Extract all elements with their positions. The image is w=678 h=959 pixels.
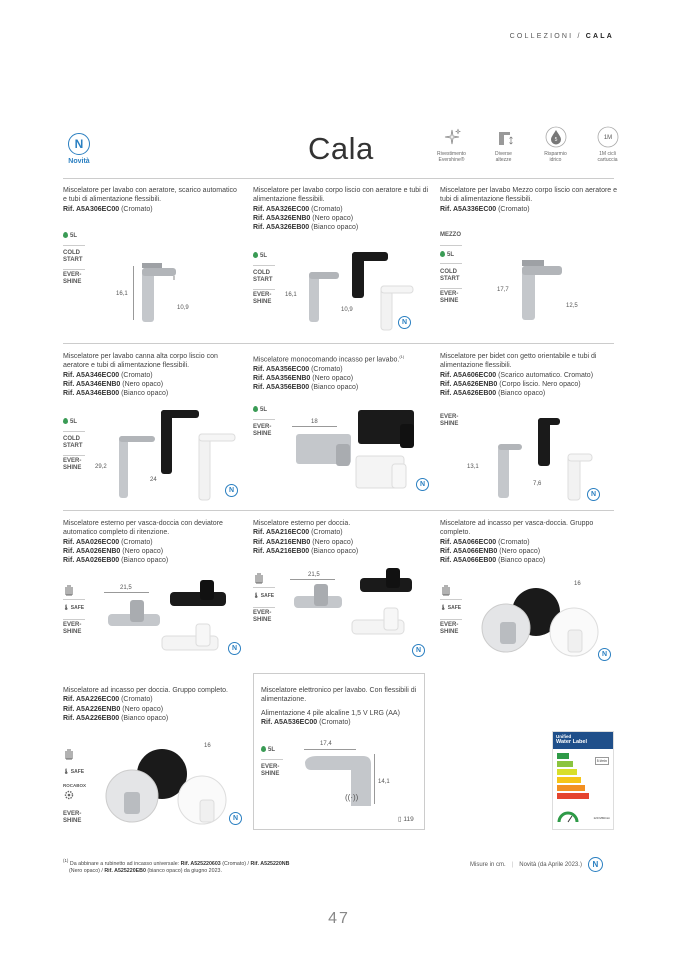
novita-label: Novità — [68, 158, 90, 165]
symbols-col: 🌡 SAFE EVER- SHINE — [440, 582, 470, 636]
product-A5A326: Miscelatore per lavabo corpo liscio con aeratore e tubi di alimentazione flessibili. Rif. A5A326EC00 (Cromato) Rif. A5A326ENB0 (Nero opaco) Rif. A5A326EB00 (Bianco opaco) — [253, 187, 429, 232]
product-A5A066: Miscelatore ad incasso per vasca-doccia. Gruppo completo. Rif. A5A066EC00 (Cromato) Rif. A5A066ENB0 (Nero opaco) Rif. A5A066EB00 (Bianco opaco) — [440, 520, 594, 565]
faucet-image-set — [115, 406, 240, 502]
new-icon: N — [228, 642, 241, 655]
symbols-col: 5L EVER- SHINE — [253, 406, 283, 438]
drop-icon — [63, 232, 68, 238]
new-icon: N — [588, 857, 603, 872]
product-A5A346: Miscelatore per lavabo canna alta corpo liscio con aeratore e tubi di alimentazione flessibili. Rif. A5A346EC00 (Cromato) Rif. A5A346ENB0 (Nero opaco) Rif. A5A346EB00 (Bianco opaco) — [63, 353, 218, 398]
product-A5A026: Miscelatore esterno per vasca-doccia con deviatore automatico completo di ritenzione. Rif. A5A026EC00 (Cromato) Rif. A5A026ENB0 (Nero opaco) Rif. A5A026EB00 (Bianco opaco) — [63, 520, 223, 565]
faucet-image-set — [102, 746, 238, 834]
symbols-col: EVER- SHINE — [440, 414, 459, 427]
product-A5A226: Miscelatore ad incasso per doccia. Gruppo completo. Rif. A5A226EC00 (Cromato) Rif. A5A226ENB0 (Nero opaco) Rif. A5A226EB00 (Bianco opaco) — [63, 687, 228, 722]
page-number: 47 — [328, 910, 350, 927]
thermo-icon: 🌡 — [440, 605, 447, 612]
symbols-col: 5L COLD START EVER- SHINE — [253, 252, 283, 306]
drop-icon — [253, 252, 258, 258]
drop-icon — [63, 418, 68, 424]
feature-cycles: 1M 1M cicli cartuccia — [586, 126, 629, 163]
faucet-image — [516, 256, 576, 322]
new-icon: N — [598, 648, 611, 661]
symbols-col: 5L COLD START EVER- SHINE — [63, 232, 93, 286]
faucet-image-set — [104, 580, 239, 660]
section-header: COLLEZIONI / CALA — [509, 33, 614, 40]
new-icon: N — [225, 484, 238, 497]
page-title: Cala — [308, 131, 374, 166]
height-icon — [493, 126, 515, 148]
feature-evershine: Rivestimento Evershine® — [430, 126, 473, 163]
feature-icons — [430, 126, 629, 163]
faucet-image — [138, 260, 188, 324]
symbols-col: 5L EVER- SHINE — [261, 746, 291, 778]
product-A5A336: Miscelatore per lavabo Mezzo corpo liscio con aeratore e tubi di alimentazione flessibili. Rif. A5A336EC00 (Cromato) — [440, 187, 618, 213]
thermo-icon: 🌡 — [63, 769, 70, 776]
hand-icon — [63, 746, 75, 760]
cartridge-icon — [597, 126, 619, 148]
price-ref: ▯ 119 — [398, 816, 414, 823]
product-A5A356: Miscelatore monocomando incasso per lavabo.$^{(1)}$ Rif. A5A356EC00 (Cromato) Rif. A5A356ENB0 (Nero opaco) Rif. A5A356EB00 (Bianco opaco) — [253, 354, 405, 392]
svg-text:1M: 1M — [603, 135, 612, 141]
hand-icon — [63, 582, 75, 596]
symbols-col: 🌡 SAFE ROCABOX EVER- SHINE — [63, 746, 93, 825]
faucet-image-set — [290, 568, 425, 648]
new-icon: N — [416, 478, 429, 491]
doc-icon: ▯ — [398, 816, 402, 823]
product-A5A306: Miscelatore per lavabo con aeratore, scarico automatico e tubi di alimentazione flessibili. Rif. A5A306EC00 (Cromato) — [63, 186, 241, 214]
water-drop-icon — [545, 126, 567, 148]
symbols-col: 🌡 SAFE EVER- SHINE — [63, 582, 93, 636]
hand-icon — [253, 570, 265, 584]
divider — [63, 510, 614, 511]
sparkle-icon — [441, 126, 463, 148]
new-icon: N — [398, 316, 411, 329]
divider — [63, 343, 614, 344]
faucet-image-set — [292, 406, 422, 494]
gear-icon — [63, 789, 75, 801]
novita-badge — [68, 133, 90, 165]
product-A5A216: Miscelatore esterno per doccia. Rif. A5A216EC00 (Cromato) Rif. A5A216ENB0 (Nero opaco) Rif. A5A216EB00 (Bianco opaco) — [253, 520, 359, 555]
product-A5A606: Miscelatore per bidet con getto orientabile e tubi di alimentazione flessibili. Rif. A5A606EC00 (Scarico automatico. Cromato) Rif. A5A626ENB0 (Corpo liscio. Nero opaco) Rif. A5A626EB00 (Bianco opaco) — [440, 353, 597, 398]
thermo-icon: 🌡 — [253, 593, 260, 600]
divider — [63, 178, 614, 179]
gauge-icon — [557, 810, 579, 824]
symbols-col: 5L COLD START EVER- SHINE — [63, 418, 93, 472]
feature-water-saving: 5 Risparmio idrico — [534, 126, 577, 163]
new-icon: N — [229, 812, 242, 825]
new-icon: N — [587, 488, 600, 501]
drop-icon — [261, 746, 266, 752]
hand-icon — [440, 582, 452, 596]
faucet-image-set — [478, 582, 610, 664]
sensor-icon: ((·)) — [345, 793, 359, 802]
new-icon: N — [68, 133, 90, 155]
feature-height: Diverse altezze — [482, 126, 525, 163]
product-A5A536: Miscelatore elettronico per lavabo. Con flessibili di alimentazione. Alimentazione 4 pile alcaline 1,5 V LRG (AA) Rif. A5A536EC00 (Cromato) — [261, 687, 417, 726]
new-icon: N — [412, 644, 425, 657]
drop-icon — [253, 406, 258, 412]
product-desc: Miscelatore per lavabo con aeratore, scarico automatico e tubi di alimentazione flessibili. — [63, 187, 237, 204]
footer-notes: Misure in cm. | Novità (da Aprile 2023.) N — [470, 857, 603, 872]
thermo-icon: 🌡 — [63, 605, 70, 612]
symbols-col: MEZZO 5L COLD START EVER- SHINE — [440, 232, 461, 304]
svg-text:5: 5 — [554, 137, 557, 143]
water-label: Unified Water Label 5 l/min 120 MM/min — [552, 731, 614, 830]
drop-icon — [440, 251, 445, 257]
faucet-image — [303, 752, 375, 810]
footnote: $^{(1)}$ Da abbinare a rubinetto ad incasso universale: Rif. A525220603 (Cromato) / Rif. A525220NB (Nero opaco) / Rif. A525220EB0 (bianco opaco) da giugno 2023. — [63, 858, 290, 875]
symbols-col: 🌡 SAFE EVER- SHINE — [253, 570, 283, 624]
